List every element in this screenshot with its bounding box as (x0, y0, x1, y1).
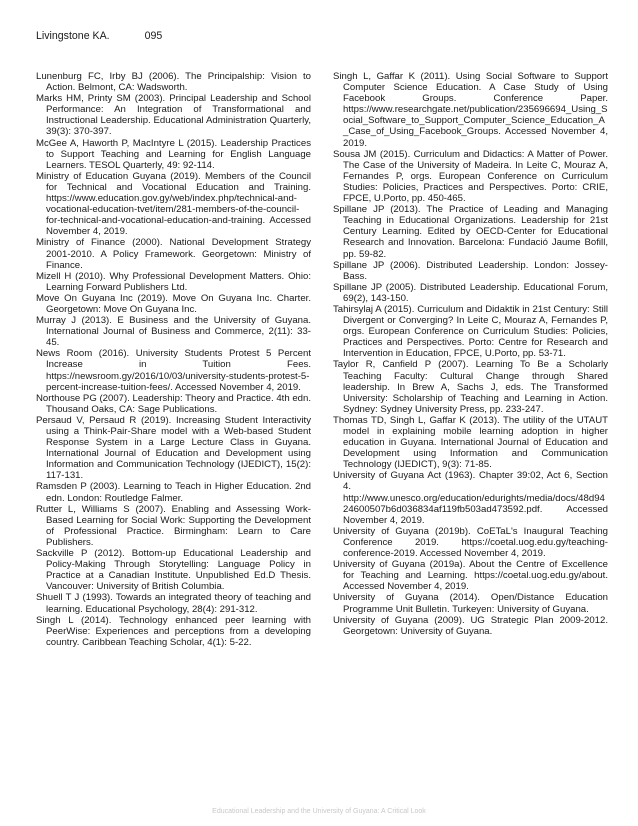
reference-entry: Singh L, Gaffar K (2011). Using Social Software to Support Computer Science Education. A Case Study of Using Facebook Groups. Conference Paper. https://www.researchgate.net/publication/235696694_Using_Social_Software_to_Support_Computer_Science_Education_A_Case_of_Using_Facebook_Groups. Accessed November 4, 2019. (333, 71, 608, 149)
reference-entry: Lunenburg FC, Irby BJ (2006). The Principalship: Vision to Action. Belmont, CA: Wadsworth. (36, 71, 311, 94)
reference-entry: Persaud V, Persaud R (2019). Increasing Student Interactivity using a Think-Pair-Share model with a Web-based Student Response System in a Large Lecture Class in Guyana. International Journal of Education and Development using Information and Communication Technology (IJEDICT), 15(2): 117-131. (36, 414, 311, 482)
references-right-column (333, 71, 608, 637)
reference-entry: University of Guyana (2009). UG Strategic Plan 2009-2012. Georgetown: University of Guyana. (333, 614, 608, 637)
references-left-column (36, 71, 311, 648)
page-header (36, 30, 162, 42)
reference-entry: Murray J (2013). E Business and the University of Guyana. International Journal of Business and Commerce, 2(11): 33-45. (36, 315, 311, 349)
reference-entry: Ramsden P (2003). Learning to Teach in Higher Education. 2nd edn. London: Routledge Falmer. (36, 481, 311, 504)
reference-entry: Ministry of Education Guyana (2019). Members of the Council for Technical and Vocational Education and Training. https://www.education.gov.gy/web/index.php/technical-and-vocational-education-tvet/item/281-members-of-the-council-for-technical-and-vocational-education-and-training. Accessed November 4, 2019. (36, 170, 311, 238)
reference-entry: Northouse PG (2007). Leadership: Theory and Practice. 4th edn. Thousand Oaks, CA: Sage Publications. (36, 392, 312, 415)
reference-entry: McGee A, Haworth P, MacIntyre L (2015). Leadership Practices to Support Teaching and Learning for English Language Learners. TESOL Quarterly, 49: 92-114. (36, 137, 311, 171)
reference-entry: University of Guyana (2019a). About the Centre of Excellence for Teaching and Learning. https://coetal.uog.edu.gy/about. Accessed November 4, 2019. (333, 559, 608, 593)
reference-entry: Spillane JP (2013). The Practice of Leading and Managing Teaching in Educational Organizations. Leadership for 21st Century Learning. Edited by OECD-Center for Educational Research and Innovation. Barcelona: Fundació Jaume Bofill, pp. 59-82. (333, 204, 608, 260)
reference-entry: University of Guyana (2019b). CoETaL's Inaugural Teaching Conference 2019. https://coetal.uog.edu.gy/teaching-conference-2019. Accessed November 4, 2019. (333, 525, 608, 560)
reference-entry: Spillane JP (2006). Distributed Leadership. London: Jossey-Bass. (333, 259, 608, 282)
reference-entry: University of Guyana Act (1963). Chapter 39:02, Act 6, Section 4. http://www.unesco.org/education/edurights/media/docs/48d9424600507b6d036834af119fb503ad473592.pdf. Accessed November 4, 2019. (333, 470, 608, 526)
reference-entry: Thomas TD, Singh L, Gaffar K (2013). The utility of the UTAUT model in explaining mobile learning adoption in higher education in Guyana. International Journal of Education and Development using Information and Communication Technology (IJEDICT), 9(3): 71-85. (333, 414, 608, 471)
reference-entry: Ministry of Finance (2000). National Development Strategy 2001-2010. A Policy Framework. Georgetown: Ministry of Finance. (36, 237, 311, 271)
reference-entry: Marks HM, Printy SM (2003). Principal Leadership and School Performance: An Integration of Transformational and Instructional Leadership. Educational Administration Quarterly, 39(3): 370-397. (36, 93, 311, 138)
reference-entry: Spillane JP (2005). Distributed Leadership. Educational Forum, 69(2), 143-150. (333, 281, 608, 304)
reference-entry: News Room (2016). University Students Protest 5 Percent Increase in Tuition Fees. https://newsroom.gy/2016/10/03/university-students-protest-5-percent-increase-tuition-fees/. Accessed November 4, 2019. (36, 348, 311, 393)
reference-entry: Singh L (2014). Technology enhanced peer learning with PeerWise: Experiences and perceptions from a developing country. Caribbean Teaching Scholar, 4(1): 5-22. (36, 614, 311, 648)
footer-running-title: Educational Leadership and the University of Guyana: A Critical Look (212, 808, 426, 815)
reference-entry: Sackville P (2012). Bottom-up Educational Leadership and Policy-Making Through Storytelling: Language Policy in Practice at a Canadian Institute. Unpublished Ed.D Thesis. Vancouver: University of British Columbia. (36, 548, 311, 593)
reference-entry: University of Guyana (2014). Open/Distance Education Programme Unit Bulletin. Turkeyen: University of Guyana. (333, 592, 608, 615)
reference-entry: Sousa JM (2015). Curriculum and Didactics: A Matter of Power. The Case of the University of Madeira. In Leite C, Mouraz A, Fernandes P, orgs. European Conference on Curriculum Studies: Policies, Practices and Perspectives. Porto: CRIE, FPCE, U.Porto, pp. 450-465. (333, 148, 608, 205)
reference-entry: Tahirsylaj A (2015). Curriculum and Didaktik in 21st Century: Still Divergent or Converging? In Leite C, Mouraz A, Fernandes P, orgs. European Conference on Curriculum Studies: Policies, Practices and Perspectives. Porto: Centre for Research and Intervention in Education, FPCE, U.Porto, pp. 53-71. (333, 303, 608, 360)
reference-entry: Shuell T J (1993). Towards an integrated theory of teaching and learning. Educational Psychology, 28(4): 291-312. (36, 592, 311, 615)
reference-entry: Move On Guyana Inc (2019). Move On Guyana Inc. Charter. Georgetown: Move On Guyana Inc. (36, 292, 311, 315)
author-running-head: Livingstone KA. (36, 30, 110, 42)
page-number: 095 (144, 30, 163, 42)
reference-entry: Rutter L, Williams S (2007). Enabling and Assessing Work-Based Learning for Social Work: Supporting the Development of Professional Practice. Birmingham: Learn to Care Publishers. (36, 503, 311, 548)
reference-entry: Taylor R, Canfield P (2007). Learning To Be a Scholarly Teaching Faculty: Cultural Change through Shared leadership. In Brew A, Sachs J, eds. The Transformed University: Scholarship of Teaching and Learning in Action. Sydney: Sydney University Press, pp. 233-247. (333, 359, 608, 415)
reference-entry: Mizell H (2010). Why Professional Development Matters. Ohio: Learning Forward Publishers Ltd. (36, 270, 311, 293)
